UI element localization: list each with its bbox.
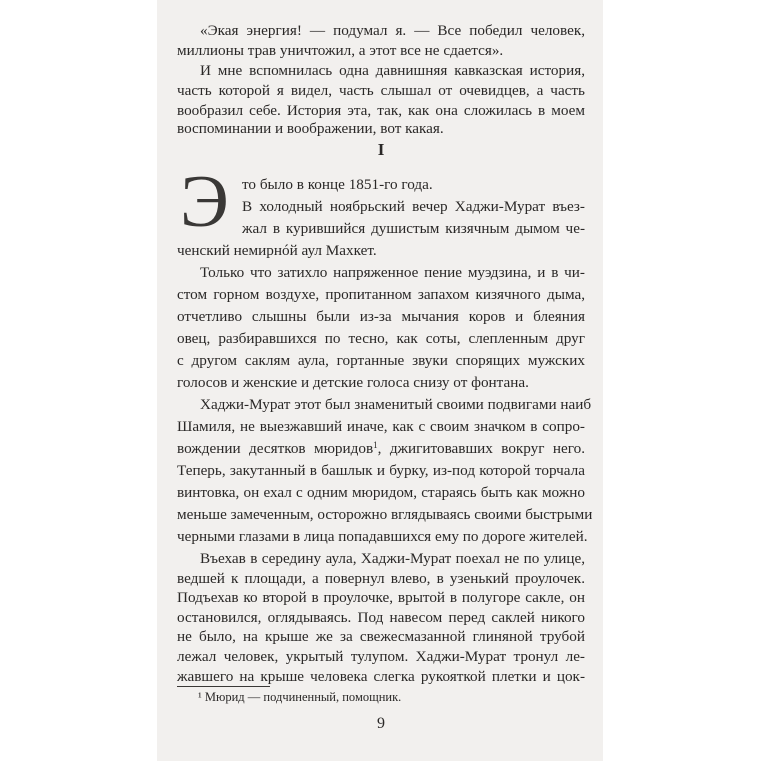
text-line: голосов и женские и детские голоса снизу от фонтана. [177,374,529,391]
text-fragment: вождении десятков мюридов [177,440,374,457]
text-fragment: , джигитовавших вокруг него. [377,440,585,457]
text-line: миллионы трав уничтожил, а этот все не сдается». [177,42,504,59]
text-line: меньше замеченным, осторожно вглядываясь своими быстрыми [177,506,593,523]
text-line: не было, на крыше же за свежесмазанной глиняной трубой [177,628,585,646]
footnote-marker[interactable]: 1 [373,440,378,450]
text-line: ведшей к площади, а повернул влево, в узенький проулочек. [177,569,585,587]
text-line: винтовка, он ехал с одним мюридом, стараясь быть как можно [177,484,585,501]
text-line: воспоминании и воображении, вот какая. [177,120,444,137]
text-line: лежал человек, укрытый тулупом. Хаджи-Мурат тронул ле- [177,648,585,665]
text-line: отчетливо слышны были из-за мычания коров и блеяния [177,308,585,325]
text-line: овец, разбиравшихся по тесно, как соты, слепленным друг [177,330,585,347]
text-line: Теперь, закутанный в башлык и бурку, из-под которой торчала [177,462,585,479]
text-line: ченский немирнóй аул Махкет. [177,242,377,259]
text-line: с другом саклям аула, гортанные звуки спорящих мужских [177,352,585,369]
text-line: вообразил себе. История эта, так, как она сложилась в моем [177,102,585,119]
text-line: Подъехав ко второй в проулочке, врытой в полугоре сакле, он [177,589,585,607]
text-line [177,438,585,460]
text-line: Хаджи-Мурат этот был знаменитый своими подвигами наиб [200,396,592,413]
text-line: жал в курившийся душистым кизячным дымом че- [242,220,585,237]
text-line: часть которой я видел, часть слышал от очевидцев, а часть [177,82,585,99]
text-line: «Экая энергия! — подумал я. — Все победил человек, [200,22,585,39]
page-number: 9 [377,715,385,732]
text-line: то было в конце 1851-го года. [242,176,433,193]
text-line: Только что затихло напряженное пение муэдзина, и в чи- [200,264,585,281]
footnote: ¹ Мюрид — подчиненный, помощник. [198,690,402,704]
text-line: Въехав в середину аула, Хаджи-Мурат поехал не по улице, [200,550,585,567]
drop-cap: Э [180,161,229,243]
text-line: Шамиля, не выезжавший иначе, как с своим значком в сопро- [177,418,585,435]
chapter-heading: I [377,140,385,159]
text-line: жавшего на крыше человека слегка рукояткой плетки и цок- [177,667,585,685]
text-line: И мне вспомнилась одна давнишняя кавказская история, [200,62,585,79]
text-line: остановился, оглядываясь. Под навесом перед саклей никого [177,608,585,626]
text-line: черными глазами в лица попадавшихся ему по дороге жителей. [177,528,588,545]
text-line: стом горном воздухе, пропитанном запахом кизячного дыма, [177,286,585,303]
text-line: В холодный ноябрьский вечер Хаджи-Мурат въез- [242,198,585,215]
